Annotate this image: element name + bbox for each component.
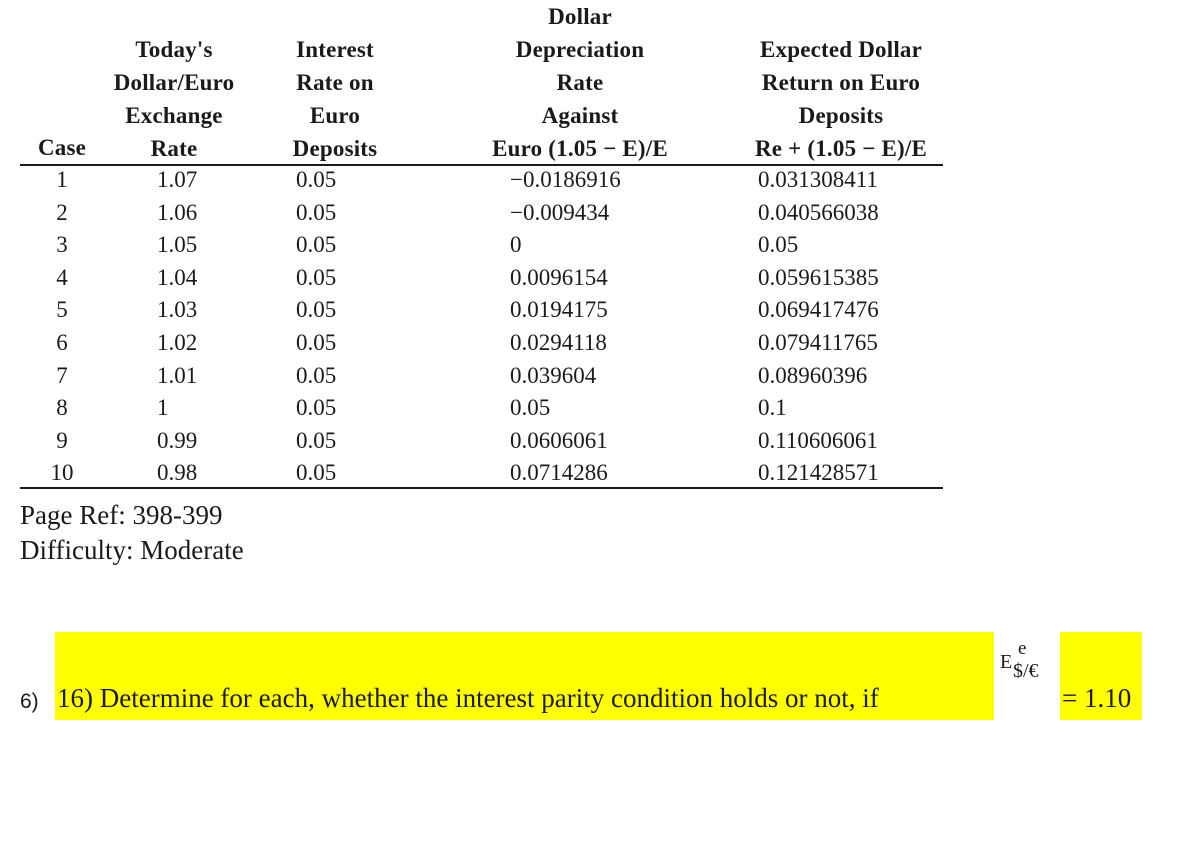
cell-case: 5	[56, 297, 68, 323]
cell-expected-return: 0.121428571	[758, 460, 879, 486]
header-line: Expected Dollar	[759, 37, 923, 62]
cell-exchange-rate: 1.01	[157, 362, 198, 388]
header-line: Euro (1.05 − E)/E	[492, 136, 668, 161]
header-line: Dollar	[548, 4, 612, 29]
header-line: Deposits	[292, 136, 378, 161]
cell-expected-return: 0.069417476	[758, 297, 879, 323]
cell-expected-return: 0.031308411	[758, 167, 878, 192]
header-depreciation-rate	[465, 0, 695, 165]
cell-expected-return: 0.05	[758, 232, 799, 258]
expected-rate-subscript: $/€	[1013, 660, 1039, 682]
cell-interest-rate: 0.05	[296, 199, 337, 225]
expected-rate-symbol: E	[1000, 651, 1013, 673]
cell-depreciation: 0.0194175	[510, 297, 608, 323]
cell-expected-return: 0.059615385	[758, 264, 879, 290]
expected-rate-superscript: e	[1018, 638, 1027, 659]
cell-case: 8	[56, 395, 68, 421]
cell-case: 2	[56, 199, 68, 225]
cell-interest-rate: 0.05	[296, 427, 337, 453]
cell-exchange-rate: 1.06	[157, 199, 198, 225]
header-line: Rate on	[296, 70, 374, 95]
header-line: Against	[541, 103, 619, 128]
cell-exchange-rate: 1.04	[157, 264, 198, 290]
cell-interest-rate: 0.05	[296, 264, 337, 290]
cell-case: 9	[56, 427, 68, 453]
header-line: Exchange	[125, 103, 223, 128]
cell-interest-rate: 0.05	[296, 362, 337, 388]
cell-exchange-rate: 0.98	[157, 460, 198, 486]
cell-case: 3	[56, 232, 68, 258]
header-case-line: Case	[37, 135, 87, 160]
difficulty: Difficulty: Moderate	[20, 535, 244, 565]
header-interest-rate	[270, 33, 400, 165]
header-exchange-rate	[98, 33, 250, 165]
cell-expected-return: 0.110606061	[758, 427, 878, 453]
cell-case: 4	[56, 264, 68, 290]
cell-exchange-rate: 1	[157, 395, 169, 421]
cell-depreciation: −0.009434	[510, 199, 610, 225]
header-line: Interest	[296, 37, 374, 62]
question-text: 16) Determine for each, whether the interest parity condition holds or not, if	[57, 683, 879, 713]
cell-exchange-rate: 1.07	[157, 167, 198, 192]
question-outer-number: 6)	[20, 690, 39, 713]
cell-interest-rate: 0.05	[296, 330, 337, 355]
cell-depreciation: 0.0606061	[510, 427, 608, 453]
cell-interest-rate: 0.05	[296, 232, 337, 258]
cell-depreciation: −0.0186916	[510, 167, 621, 192]
header-case	[20, 131, 104, 164]
header-line: Return on Euro	[761, 70, 921, 95]
cell-interest-rate: 0.05	[296, 395, 337, 421]
cell-exchange-rate: 1.03	[157, 297, 198, 323]
cell-depreciation: 0.0714286	[510, 460, 608, 486]
cell-exchange-rate: 0.99	[157, 427, 198, 453]
cell-expected-return: 0.079411765	[758, 330, 878, 355]
cell-case: 1	[56, 167, 68, 192]
cell-interest-rate: 0.05	[296, 460, 337, 486]
header-line: Rate	[556, 70, 604, 95]
cell-case: 10	[50, 460, 74, 486]
cell-expected-return: 0.040566038	[758, 199, 879, 225]
cell-depreciation: 0.0096154	[510, 264, 608, 290]
cell-case: 6	[56, 330, 68, 355]
cell-exchange-rate: 1.02	[157, 330, 198, 355]
cell-depreciation: 0.039604	[510, 362, 597, 388]
header-line: Re + (1.05 − E)/E	[754, 136, 928, 161]
cell-depreciation: 0	[510, 232, 522, 258]
cell-depreciation: 0.05	[510, 395, 551, 421]
cell-interest-rate: 0.05	[296, 297, 337, 323]
header-line: Dollar/Euro	[113, 70, 235, 95]
page-ref: Page Ref: 398-399	[20, 500, 223, 530]
expected-rate-value: = 1.10	[1062, 683, 1132, 713]
cell-depreciation: 0.0294118	[510, 330, 607, 355]
header-expected-return	[735, 33, 947, 165]
header-line: Depreciation	[515, 37, 645, 62]
cell-expected-return: 0.08960396	[758, 362, 868, 388]
header-line: Deposits	[798, 103, 884, 128]
header-line: Today's	[135, 37, 213, 62]
cell-case: 7	[56, 362, 68, 388]
header-line: Euro	[309, 103, 361, 128]
cell-exchange-rate: 1.05	[157, 232, 198, 258]
cell-expected-return: 0.1	[758, 395, 787, 421]
cell-interest-rate: 0.05	[296, 167, 337, 192]
bottom-rule	[20, 487, 943, 489]
header-line: Rate	[150, 136, 198, 161]
